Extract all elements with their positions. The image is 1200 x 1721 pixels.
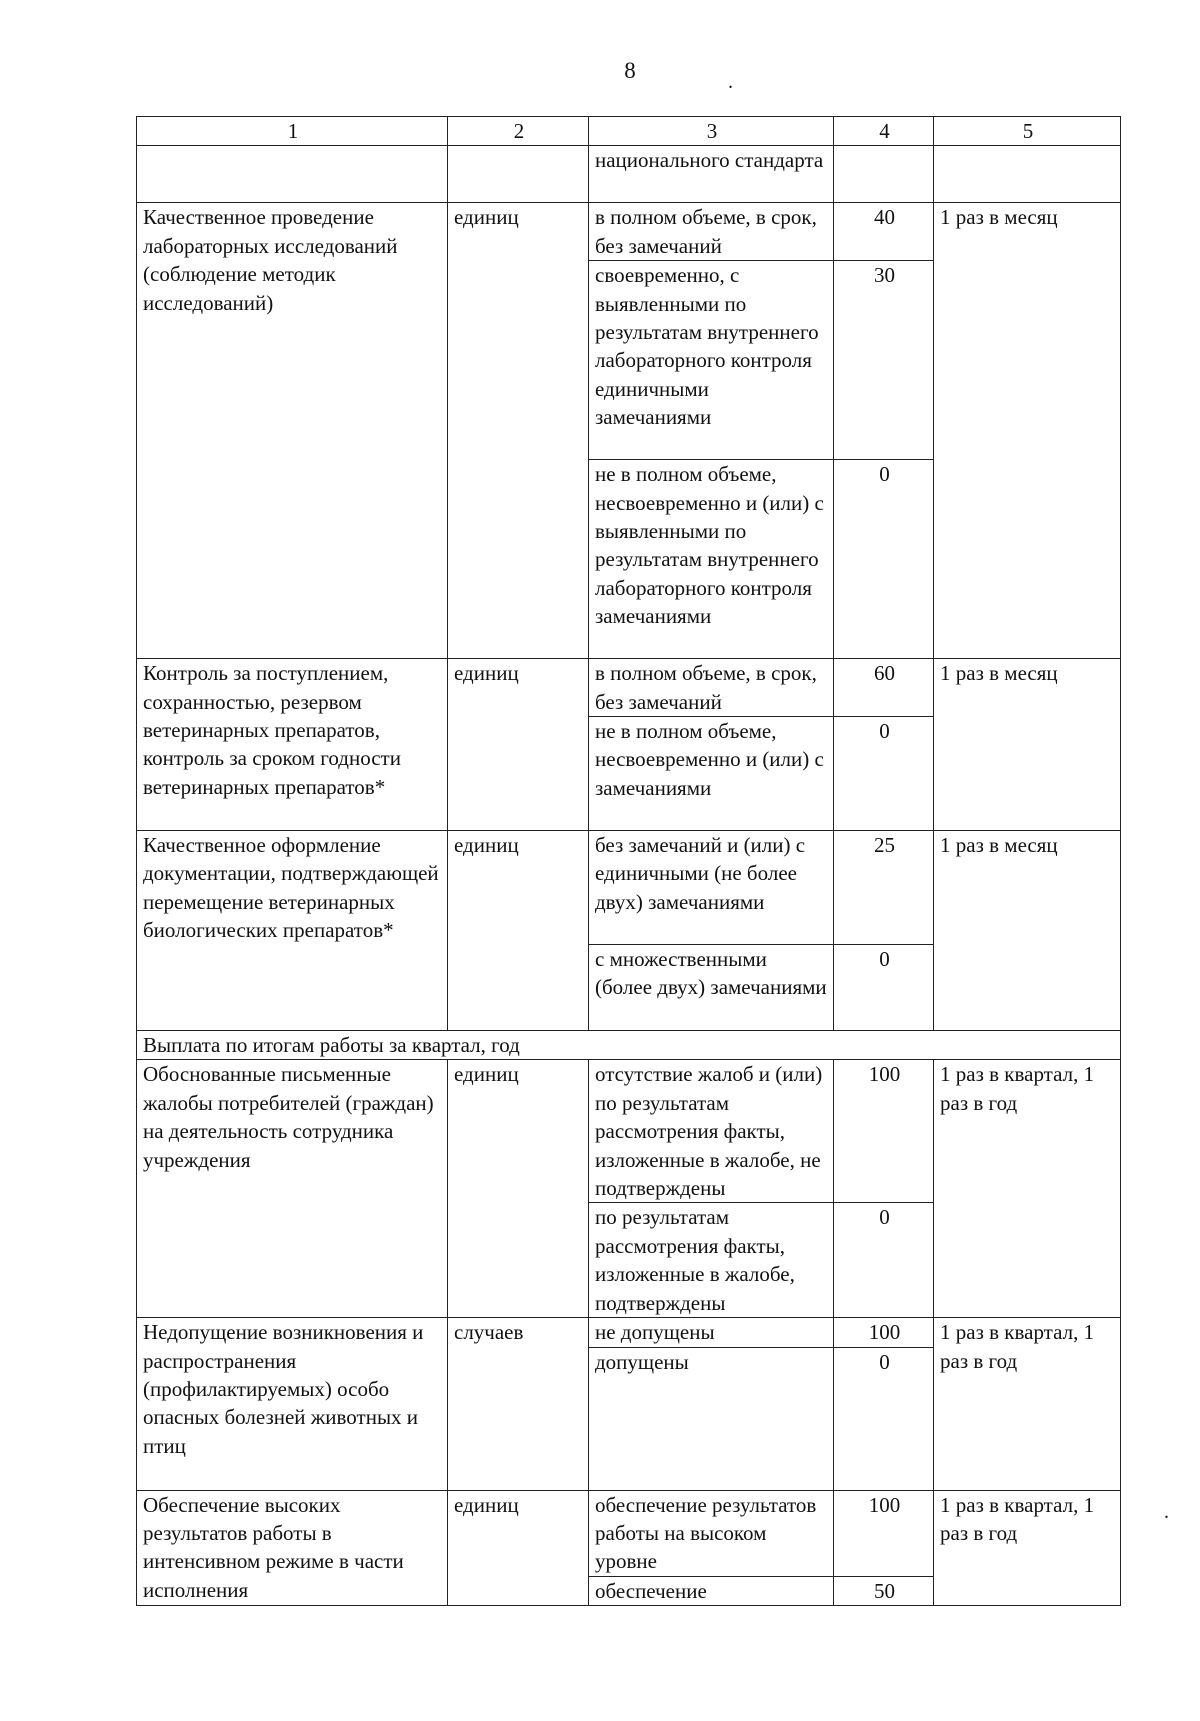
- criterion-text: без замечаний и (или) с единичными (не более двух) замечаниями: [589, 831, 834, 945]
- points-cell: 50: [834, 1576, 934, 1605]
- unit-cell: единиц: [448, 659, 589, 831]
- empty-cell: [448, 146, 589, 203]
- unit-cell: случаев: [448, 1318, 589, 1490]
- points-cell: 25: [834, 831, 934, 945]
- header-cell: 4: [834, 117, 934, 146]
- criterion-text: отсутствие жалоб и (или) по результатам рассмотрения факты, изложенные в жалобе, не подтверждены: [589, 1060, 834, 1203]
- scan-dot: .: [728, 71, 733, 93]
- points-cell: 100: [834, 1318, 934, 1347]
- criteria-table: [136, 116, 1121, 1606]
- periodicity-cell: 1 раз в месяц: [934, 659, 1121, 831]
- table-row: [137, 659, 1121, 717]
- unit-cell: единиц: [448, 1490, 589, 1606]
- points-cell: 60: [834, 659, 934, 717]
- criterion-text: обеспечение: [589, 1576, 834, 1605]
- scan-dot: .: [1164, 1501, 1169, 1523]
- points-cell: 0: [834, 1203, 934, 1318]
- periodicity-cell: 1 раз в квартал, 1 раз в год: [934, 1490, 1121, 1606]
- points-cell: 30: [834, 261, 934, 460]
- points-cell: 0: [834, 945, 934, 1031]
- header-row: [137, 117, 1121, 146]
- section-title: Выплата по итогам работы за квартал, год: [137, 1031, 1121, 1060]
- header-cell: 5: [934, 117, 1121, 146]
- periodicity-cell: 1 раз в квартал, 1 раз в год: [934, 1318, 1121, 1490]
- criterion-text: обеспечение результатов работы на высоком уровне: [589, 1490, 834, 1576]
- criterion-text: не в полном объеме, несвоевременно и (или) с замечаниями: [589, 717, 834, 831]
- header-cell: 2: [448, 117, 589, 146]
- header-cell: 1: [137, 117, 448, 146]
- points-cell: 0: [834, 717, 934, 831]
- criterion-text: в полном объеме, в срок, без замечаний: [589, 659, 834, 717]
- periodicity-cell: 1 раз в квартал, 1 раз в год: [934, 1060, 1121, 1318]
- table-row: [137, 1060, 1121, 1203]
- indicator-name: Качественное проведение лабораторных исследований (соблюдение методик исследований): [137, 203, 448, 659]
- indicator-name: Обоснованные письменные жалобы потребителей (граждан) на деятельность сотрудника учреждения: [137, 1060, 448, 1318]
- indicator-name: Качественное оформление документации, подтверждающей перемещение ветеринарных биологических препаратов*: [137, 831, 448, 1031]
- table-row: [137, 1318, 1121, 1347]
- table-row: [137, 203, 1121, 261]
- continuation-row: [137, 146, 1121, 203]
- indicator-name: Обеспечение высоких результатов работы в интенсивном режиме в части исполнения: [137, 1490, 448, 1606]
- points-cell: 100: [834, 1060, 934, 1203]
- empty-cell: [934, 146, 1121, 203]
- header-cell: 3: [589, 117, 834, 146]
- criterion-text: по результатам рассмотрения факты, изложенные в жалобе, подтверждены: [589, 1203, 834, 1318]
- points-cell: 0: [834, 460, 934, 659]
- points-cell: 0: [834, 1347, 934, 1490]
- points-cell: 100: [834, 1490, 934, 1576]
- table-row: [137, 1490, 1121, 1576]
- criterion-text: с множественными (более двух) замечаниями: [589, 945, 834, 1031]
- unit-cell: единиц: [448, 831, 589, 1031]
- points-cell: 40: [834, 203, 934, 261]
- page-number: 8: [624, 58, 636, 83]
- unit-cell: единиц: [448, 1060, 589, 1318]
- criterion-text: национального стандарта: [589, 146, 834, 203]
- criterion-text: своевременно, с выявленными по результатам внутреннего лабораторного контроля единичными замечаниями: [589, 261, 834, 460]
- criterion-text: не в полном объеме, несвоевременно и (или) с выявленными по результатам внутреннего лабораторного контроля замечаниями: [589, 460, 834, 659]
- section-row: [137, 1031, 1121, 1060]
- empty-cell: [137, 146, 448, 203]
- table-row: [137, 831, 1121, 945]
- periodicity-cell: 1 раз в месяц: [934, 831, 1121, 1031]
- unit-cell: единиц: [448, 203, 589, 659]
- criterion-text: не допущены: [589, 1318, 834, 1347]
- criterion-text: допущены: [589, 1347, 834, 1490]
- periodicity-cell: 1 раз в месяц: [934, 203, 1121, 659]
- indicator-name: Недопущение возникновения и распространения (профилактируемых) особо опасных болезней животных и птиц: [137, 1318, 448, 1490]
- empty-cell: [834, 146, 934, 203]
- criterion-text: в полном объеме, в срок, без замечаний: [589, 203, 834, 261]
- indicator-name: Контроль за поступлением, сохранностью, резервом ветеринарных препаратов, контроль за сроком годности ветеринарных препаратов*: [137, 659, 448, 831]
